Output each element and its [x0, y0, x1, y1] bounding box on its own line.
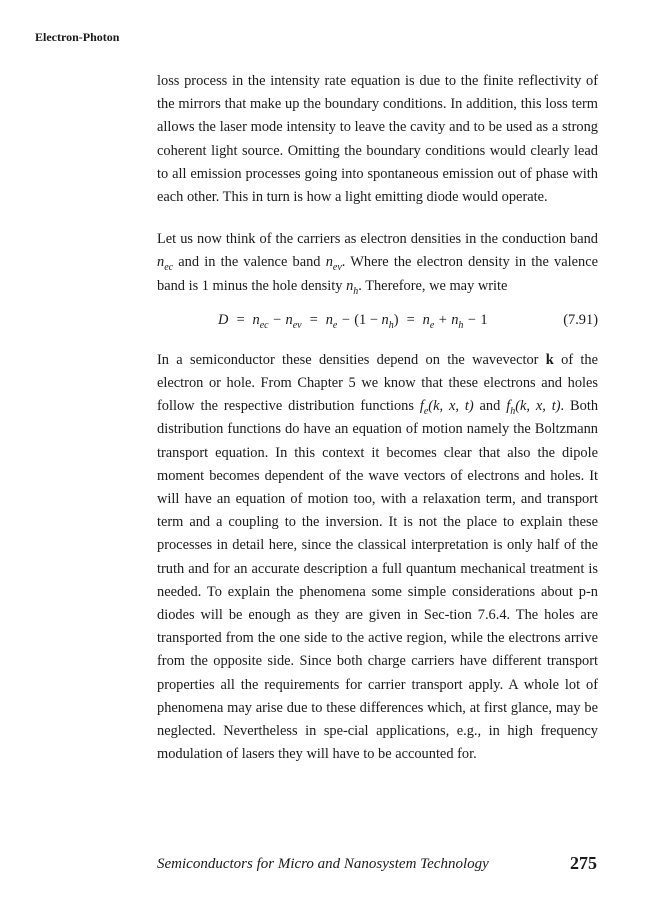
- paragraph-1: loss process in the intensity rate equation is due to the finite reflectivity of the mirrors that make up the boundary conditions. In addition, this loss term allows the laser mode intensity to leave the cavity and to be used as a strong coherent light source. Omitting the boundary conditions would clearly lead to all emission processes going into spontaneous emission out of phase with each other. This in turn is how a light emitting diode would operate.: [157, 73, 598, 206]
- footer-book-title: Semiconductors for Micro and Nanosystem Technology: [157, 856, 489, 872]
- body-text: [157, 70, 598, 766]
- function-fh: $f_h(k$, x, t): [506, 398, 561, 418]
- symbol-nec: $n_{ec}$: [157, 254, 174, 274]
- p3-text-4: . Both distribution functions do have an equation of motion namely the Boltzmann transport equation. In this context it becomes clear that also the dipole moment becomes dependent of the wave vectors of electrons and holes. It will have an equation of motion too, with a relaxation term, and transport term and a coupling to the inversion. It is not the place to explain these processes in detail here, since the classical interpretation is only half of the truth and for an accurate description a full quantum mechanical treatment is needed. To explain the phenomena some simple considerations about p-n diodes will be enough as they are given in Sec-tion 7.6.4. The holes are transported from the one side to the active region, while the electrons arrive from the opposite side. Since both charge carriers have different transport properties all the requirements for carrier transport apply. A whole lot of phenomena may arise due to these differences which, at first glance, may be neglected. Nevertheless in spe-cial applications, e.g., in high frequency modulation of lasers they will have to be accounted for.: [157, 398, 599, 763]
- p2-text-4: . Therefore, we may write: [358, 277, 508, 294]
- symbol-nh: $n_h$: [346, 277, 359, 297]
- p2-text-3: . Where the electron density in the valence band is 1 minus the hole density: [157, 254, 598, 294]
- function-fe: $f_e(k$, x, t): [419, 398, 474, 418]
- p3-text-1: In a semiconductor these densities depend on the wavevector: [157, 351, 546, 368]
- running-head: Electron-Photon: [35, 30, 120, 44]
- equation-7-91: [157, 308, 598, 332]
- p3-text-3: and: [473, 398, 507, 415]
- equation-body: $D = n_{ec} - n_{ev} = n_e - (1 - n_h) = n_e + n_h - 1$: [218, 311, 488, 331]
- page-number: 275: [570, 853, 597, 873]
- p2-text-1: Let us now think of the carriers as electron densities in the conduction band: [157, 231, 598, 248]
- vector-k: k: [545, 351, 554, 368]
- equation-number: (7.91): [563, 311, 598, 328]
- symbol-nev: $n_{ev}$: [325, 254, 342, 274]
- p3-text-2: of the electron or hole. From Chapter 5 we know that these electrons and holes follow the respective distribution functions: [157, 351, 599, 415]
- p2-text-2: and in the valence band: [173, 254, 326, 271]
- paragraph-2: [157, 228, 598, 298]
- paragraph-3: [157, 349, 598, 767]
